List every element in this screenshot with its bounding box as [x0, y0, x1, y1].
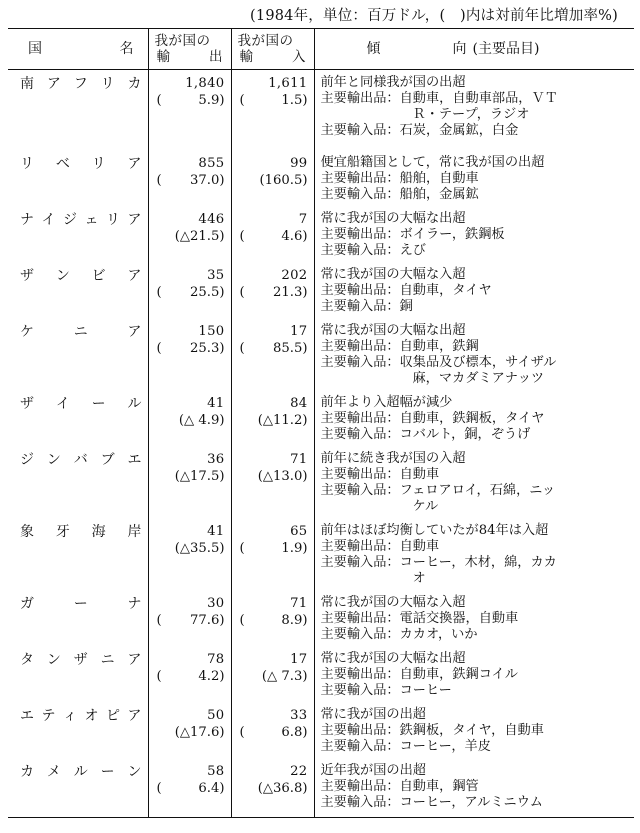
country-name-char: メ	[46, 763, 61, 780]
country-cell	[8, 318, 148, 390]
import-value: 22	[290, 763, 308, 779]
trend-line: 主要輸出品：船舶，自動車	[320, 170, 479, 186]
trend-line: 主要輸入品：コーヒー	[320, 682, 452, 698]
trend-cell	[314, 150, 634, 206]
export-value: 41	[207, 395, 225, 411]
export-change-pct: 6.4)	[198, 780, 225, 796]
open-paren: (	[156, 340, 162, 356]
import-value: 84	[290, 395, 308, 411]
country-name-char: カ	[127, 76, 142, 92]
trend-cell	[314, 262, 634, 318]
import-cell	[231, 758, 314, 818]
country-name-char: ケ	[20, 323, 34, 340]
country-name-char: ア	[127, 267, 142, 284]
import-change-pct: (△11.2)	[257, 412, 308, 428]
trend-line: 前年より入超幅が減少	[320, 394, 453, 410]
trend-line: 主要輸入品：えび	[320, 242, 426, 258]
table-row	[8, 446, 634, 518]
import-value: 33	[290, 707, 308, 723]
export-change-pct: (△17.5)	[174, 468, 225, 484]
trend-line: 主要輸入品：銅	[320, 298, 413, 314]
trend-line: 主要輸出品：ボイラー，鉄鋼板	[320, 226, 505, 242]
trend-line: 主要輸入品：収集品及び標本，サイザル	[320, 354, 557, 370]
header-trend	[314, 29, 634, 70]
trend-line: 主要輸入品：コーヒー，アルミニウム	[320, 794, 543, 810]
trend-line: 主要輸出品：自動車，鉄鋼板，タイヤ	[320, 410, 545, 426]
table-row	[8, 590, 634, 646]
import-cell	[231, 390, 314, 446]
trend-line: 常に我が国の大幅な出超	[320, 650, 466, 666]
export-change-pct: (△35.5)	[174, 540, 225, 556]
import-cell	[231, 446, 314, 518]
trend-line: 常に我が国の大幅な出超	[320, 322, 466, 338]
country-name-char: ー	[91, 395, 106, 412]
export-cell	[148, 646, 231, 702]
trend-line: 主要輸入品：コバルト，銅，ぞうげ	[320, 426, 531, 442]
trend-line: 麻，マカダミアナッツ	[412, 370, 545, 386]
export-cell	[148, 318, 231, 390]
trade-table	[8, 28, 634, 818]
country-name-char: 牙	[55, 523, 70, 540]
import-value: 17	[290, 323, 308, 339]
export-cell	[148, 70, 231, 150]
export-cell	[148, 758, 231, 818]
trend-line: 主要輸出品：電話交換器，自動車	[320, 610, 519, 626]
export-value: 41	[207, 523, 225, 539]
table-row	[8, 206, 634, 262]
country-name-char: 南	[20, 76, 34, 92]
export-cell	[148, 590, 231, 646]
header-import-line1: 我が国の	[237, 33, 294, 49]
import-change-pct: (△36.8)	[257, 780, 308, 796]
country-name-char: ン	[55, 267, 70, 284]
country-name-char: リ	[106, 211, 120, 228]
trend-line: Ｒ・テープ，ラジオ	[412, 107, 530, 122]
trend-line: 主要輸入品：コーヒー，羊皮	[320, 738, 491, 754]
country-cell	[8, 262, 148, 318]
trend-line: 前年はほぼ均衡していたが84年は入超	[320, 522, 549, 538]
trend-line: 主要輸出品：鉄鋼板，タイヤ，自動車	[320, 722, 544, 738]
export-value: 36	[207, 451, 225, 467]
country-name-char: ブ	[100, 451, 115, 468]
country-name-char: ピ	[106, 707, 120, 724]
export-change-pct: (△21.5)	[174, 228, 225, 244]
table-row	[8, 318, 634, 390]
trend-line: 常に我が国の大幅な出超	[320, 210, 466, 226]
country-name-char: ル	[73, 763, 88, 780]
country-name-char: ン	[46, 451, 61, 468]
trend-line: 常に我が国の出超	[320, 706, 426, 722]
country-name-char: ナ	[127, 595, 142, 612]
open-paren: (	[156, 668, 162, 684]
country-name-char: フ	[73, 76, 88, 92]
export-value: 446	[198, 211, 225, 227]
trend-line: 主要輸出品：自動車，鋼管	[320, 778, 479, 794]
country-name-char: ェ	[84, 211, 99, 228]
trend-cell	[314, 590, 634, 646]
import-value: 17	[290, 651, 308, 667]
trend-line: 近年我が国の出超	[320, 762, 426, 778]
country-name-char: ア	[127, 707, 142, 724]
header-country	[8, 29, 148, 70]
trend-cell	[314, 390, 634, 446]
country-name-char: テ	[41, 707, 56, 724]
header-import-char: 入	[292, 49, 306, 65]
export-change-pct: (△ 4.9)	[178, 412, 225, 428]
header-country-char: 国	[28, 40, 42, 57]
import-value: 71	[290, 451, 308, 467]
import-change-pct: 85.5)	[272, 340, 308, 356]
trend-cell	[314, 206, 634, 262]
country-name-char: ビ	[91, 267, 106, 284]
country-cell	[8, 70, 148, 150]
country-name-char: ィ	[63, 707, 77, 724]
export-change-pct: (△17.6)	[174, 724, 225, 740]
import-cell	[231, 702, 314, 758]
import-change-pct: 8.9)	[281, 612, 308, 628]
import-cell	[231, 262, 314, 318]
country-name-char: ア	[127, 651, 142, 668]
country-name-char: ザ	[20, 267, 34, 284]
export-change-pct: 37.0)	[189, 172, 225, 188]
country-name-char: リ	[91, 155, 106, 172]
country-name-char: バ	[73, 451, 88, 468]
header-import-char: 輸	[239, 49, 253, 65]
export-value: 50	[207, 707, 225, 723]
export-value: 35	[207, 267, 225, 283]
header-export-line1: 我が国の	[154, 33, 211, 49]
export-cell	[148, 390, 231, 446]
country-name-char: ン	[127, 763, 142, 780]
trend-line: 便宜船籍国として，常に我が国の出超	[320, 154, 545, 170]
open-paren: (	[239, 724, 245, 740]
header-row	[8, 29, 634, 70]
export-value: 855	[198, 155, 225, 171]
open-paren: (	[156, 284, 162, 300]
export-cell	[148, 206, 231, 262]
country-name-char: ー	[100, 763, 115, 780]
country-name-char: オ	[84, 707, 99, 724]
trend-line: 主要輸入品：コーヒー，木材，綿，カカ	[320, 554, 557, 570]
import-cell	[231, 518, 314, 590]
country-name-char: ニ	[100, 651, 115, 668]
country-name-char: ジ	[63, 211, 77, 228]
table-row	[8, 702, 634, 758]
country-name-char: ザ	[20, 395, 34, 412]
header-country-char: 名	[119, 40, 134, 57]
open-paren: (	[156, 612, 162, 628]
export-cell	[148, 518, 231, 590]
open-paren: (	[239, 540, 245, 556]
trend-line: ケル	[412, 498, 439, 514]
import-cell	[231, 646, 314, 702]
country-name-char: ア	[127, 323, 142, 340]
table-row	[8, 646, 634, 702]
table-caption: (1984年，単位：百万ドル，( )内は対前年比増加率%)	[250, 8, 618, 24]
country-name-char: ア	[127, 155, 142, 172]
trend-line: 主要輸出品：自動車，タイヤ	[320, 282, 492, 298]
trend-line: 常に我が国の大幅な入超	[320, 266, 466, 282]
open-paren: (	[239, 93, 245, 108]
trend-line: 主要輸入品：フェロアロイ，石綿，ニッ	[320, 482, 556, 498]
trend-cell	[314, 646, 634, 702]
export-cell	[148, 446, 231, 518]
country-name-char: カ	[20, 763, 34, 780]
table-row	[8, 758, 634, 818]
import-change-pct: 21.3)	[272, 284, 308, 300]
trend-cell	[314, 758, 634, 818]
open-paren: (	[156, 780, 162, 796]
trend-line: 主要輸入品：石炭，金属鉱，白金	[320, 123, 519, 138]
export-value: 1,840	[185, 76, 225, 91]
trend-line: オ	[412, 570, 426, 586]
export-cell	[148, 702, 231, 758]
export-cell	[148, 150, 231, 206]
import-cell	[231, 150, 314, 206]
import-cell	[231, 206, 314, 262]
export-value: 150	[198, 323, 225, 339]
country-name-char: 象	[20, 523, 34, 540]
import-value: 7	[298, 211, 308, 227]
country-cell	[8, 150, 148, 206]
export-change-pct: 77.6)	[189, 612, 225, 628]
trend-line: 前年と同様我が国の出超	[320, 75, 466, 90]
trend-line: 主要輸出品：自動車	[320, 466, 440, 482]
country-name-char: エ	[127, 451, 142, 468]
header-import	[231, 29, 314, 70]
trend-line: 主要輸入品：カカオ，いか	[320, 626, 478, 642]
trend-line: 主要輸出品：自動車，鉄鋼	[320, 338, 479, 354]
import-value: 65	[290, 523, 308, 539]
export-change-pct: 5.9)	[198, 93, 225, 108]
import-change-pct: 1.5)	[281, 93, 308, 108]
import-change-pct: 6.8)	[281, 724, 308, 740]
trend-cell	[314, 70, 634, 150]
country-cell	[8, 758, 148, 818]
country-cell	[8, 390, 148, 446]
import-value: 99	[290, 155, 308, 171]
country-name-char: タ	[20, 651, 34, 668]
trend-cell	[314, 518, 634, 590]
import-value: 71	[290, 595, 308, 611]
trend-line: 常に我が国の大幅な入超	[320, 594, 466, 610]
import-change-pct: (△13.0)	[257, 468, 308, 484]
trend-line: 主要輸入品：船舶，金属鉱	[320, 186, 479, 202]
trend-cell	[314, 318, 634, 390]
country-cell	[8, 590, 148, 646]
trend-cell	[314, 702, 634, 758]
country-name-char: ジ	[20, 451, 34, 468]
table-row	[8, 70, 634, 150]
header-export-char: 出	[209, 49, 223, 65]
country-name-char: イ	[55, 395, 70, 412]
country-name-char: イ	[41, 211, 56, 228]
country-name-char: ル	[127, 395, 142, 412]
country-name-char: ナ	[20, 211, 34, 228]
export-change-pct: 25.5)	[189, 284, 225, 300]
table-row	[8, 150, 634, 206]
trend-line: 主要輸出品：自動車	[320, 538, 440, 554]
country-cell	[8, 446, 148, 518]
country-name-char: ニ	[73, 323, 88, 340]
table-row	[8, 390, 634, 446]
country-cell	[8, 518, 148, 590]
country-name-char: ア	[46, 76, 61, 92]
open-paren: (	[156, 172, 162, 188]
country-name-char: ア	[127, 211, 142, 228]
header-export	[148, 29, 231, 70]
export-cell	[148, 262, 231, 318]
export-value: 30	[207, 595, 225, 611]
import-change-pct: (160.5)	[259, 172, 308, 188]
header-trend-char: 向	[452, 40, 467, 57]
table-row	[8, 518, 634, 590]
country-cell	[8, 646, 148, 702]
import-change-pct: (△ 7.3)	[261, 668, 308, 684]
import-cell	[231, 318, 314, 390]
open-paren: (	[239, 340, 245, 356]
import-cell	[231, 70, 314, 150]
import-value: 202	[281, 267, 308, 283]
open-paren: (	[239, 284, 245, 300]
country-name-char: ベ	[55, 155, 70, 172]
country-name-char: ン	[46, 651, 61, 668]
import-cell	[231, 590, 314, 646]
header-trend-note: (主要品目)	[472, 40, 540, 57]
export-change-pct: 25.3)	[189, 340, 225, 356]
country-cell	[8, 206, 148, 262]
header-trend-char: 傾	[366, 40, 381, 57]
country-name-char: 岸	[127, 523, 142, 540]
table-row	[8, 262, 634, 318]
country-name-char: ザ	[73, 651, 88, 668]
open-paren: (	[239, 228, 245, 244]
country-name-char: リ	[100, 76, 115, 92]
country-name-char: エ	[20, 707, 34, 724]
country-name-char: ガ	[20, 595, 34, 612]
open-paren: (	[239, 612, 245, 628]
import-change-pct: 1.9)	[281, 540, 308, 556]
country-cell	[8, 702, 148, 758]
trend-line: 主要輸出品：自動車，鉄鋼コイル	[320, 666, 518, 682]
export-value: 78	[207, 651, 225, 667]
import-change-pct: 4.6)	[281, 228, 308, 244]
trend-line: 主要輸出品：自動車，自動車部品，ＶＴ	[320, 91, 558, 106]
trend-cell	[314, 446, 634, 518]
import-value: 1,611	[268, 76, 308, 91]
country-name-char: ー	[73, 595, 88, 612]
export-change-pct: 4.2)	[198, 668, 225, 684]
country-name-char: 海	[91, 523, 106, 540]
trend-line: 前年に続き我が国の入超	[320, 450, 466, 466]
header-export-char: 輸	[156, 49, 170, 65]
open-paren: (	[156, 93, 162, 108]
export-value: 58	[207, 763, 225, 779]
country-name-char: リ	[20, 155, 34, 172]
